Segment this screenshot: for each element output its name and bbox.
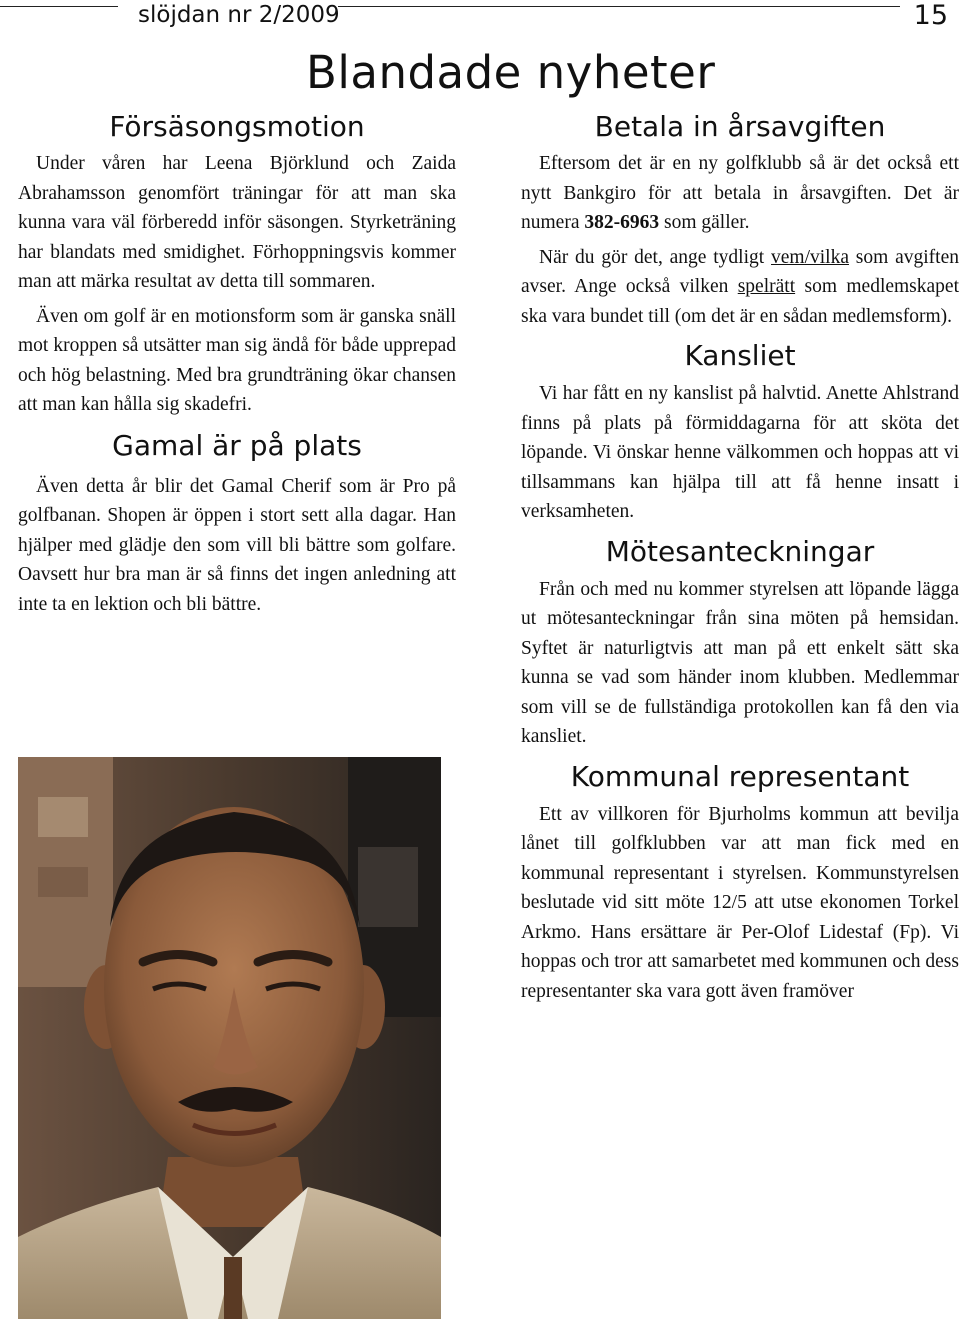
paragraph: Vi har fått en ny kanslist på halvtid. Anette Ahlstrand finns på plats på förmiddagarna för att sköta det löpande. Vi önskar henne välkommen och hoppas att vi tillsammans kan hjälpa till att få henne insatt i verksamheten. (521, 383, 959, 522)
paragraph-bankgiro: Eftersom det är en ny golfklubb så är det också ett nytt Bankgiro för att betala in årsavgiften. Det är numera 382-6963 som gäller. (521, 153, 959, 233)
page-title: Blandade nyheter (306, 46, 716, 99)
page-number: 15 (913, 0, 948, 31)
section-title-kommunal: Kommunal representant (570, 759, 910, 793)
portrait-photo (18, 757, 441, 1319)
portrait-illustration (18, 757, 441, 1319)
header-rule-left (0, 6, 118, 7)
section-title-gamal: Gamal är på plats (112, 428, 362, 462)
paragraph: Från och med nu kommer styrelsen att löpande lägga ut mötesanteckningar från sina möten på hemsidan. Syftet är naturligtvis att man på ett enkelt sätt ska kunna se vad som händer inom klubben. Medlemmar som vill se de fullständiga protokollen kan få den via kansliet. (521, 578, 959, 747)
right-column (521, 108, 959, 1006)
paragraph: Ett av villkoren för Bjurholms kommun att bevilja lånet till golfklubben var att man fick med en kommunal representant i styrelsen. Kommunstyrelsen beslutade vid sitt möte 12/5 att utse ekonomen Torkel Arkmo. Hans ersättare är Per-Olof Lidestaf (Fp). Vi hoppas och tror att samarbetet med kommunen och dess representanter ska vara gott även framöver (521, 803, 959, 1002)
left-column (18, 108, 456, 619)
section-title-motesanteckningar: Mötesanteckningar (605, 534, 875, 568)
paragraph: Även detta år blir det Gamal Cherif som är Pro på golfbanan. Shopen är öppen i stort sett alla dagar. Han hjälper med glädje den som vill bli bättre som golfare. Oavsett hur bra man är så finns det ingen anledning att inte ta en lektion och bli bättre. (18, 475, 456, 615)
header-rule-right (338, 6, 900, 7)
section-title-kansliet: Kansliet (684, 339, 796, 372)
section-title-forsasongsmotion: Försäsongsmotion (109, 110, 365, 143)
bankgiro-number: 382-6963 (584, 212, 660, 233)
paragraph-payment-note: När du gör det, ange tydligt vem/vilka som avgiften avser. Ange också vilken spelrätt som medlemskapet ska vara bundet till (om det är en sådan medlemsform). (521, 246, 959, 327)
magazine-issue: slöjdan nr 2/2009 (138, 2, 340, 28)
paragraph: Under våren har Leena Björklund och Zaida Abrahamsson genomfört träningar för att man ska kunna vara väl förberedd inför säsongen. Styrketräning har blandats med smidighet. Förhoppningsvis kommer man att märka resultat av detta till sommaren. (18, 153, 456, 292)
section-title-arsavgift: Betala in årsavgiften (594, 110, 886, 143)
paragraph: Även om golf är en motionsform som är ganska snäll mot kroppen så utsätter man sig ändå för både upprepad och hög belastning. Med bra grundträning ökar chansen att man kan hålla sig skadefri. (18, 305, 456, 415)
